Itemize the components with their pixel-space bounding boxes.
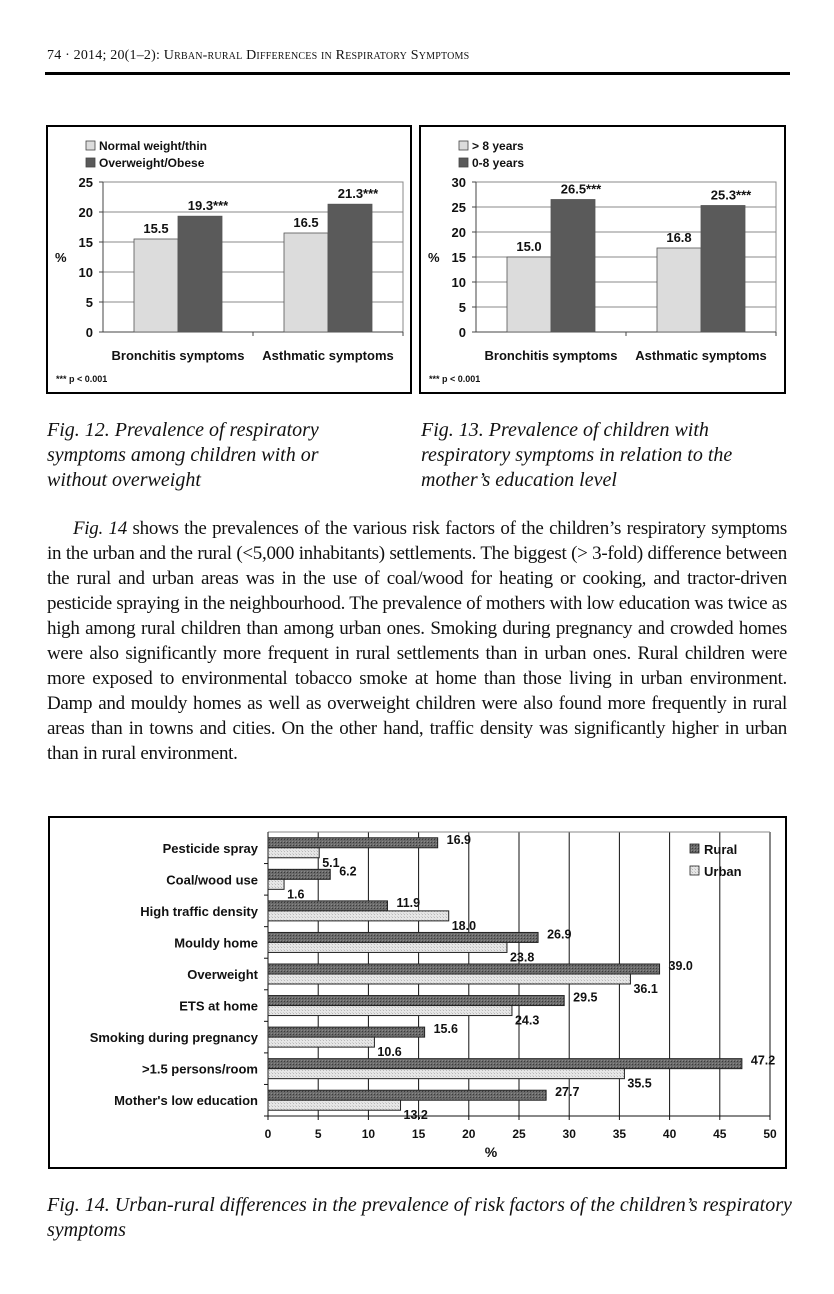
bar-overweight-obese bbox=[178, 216, 222, 332]
data-label: 26.9 bbox=[547, 927, 572, 942]
y-tick-label: 0 bbox=[458, 325, 466, 340]
data-label: 16.5 bbox=[293, 215, 319, 230]
x-category-label: Bronchitis symptoms bbox=[111, 348, 245, 363]
bar-rural bbox=[268, 964, 660, 974]
y-tick-label: 15 bbox=[78, 235, 93, 250]
data-label: 15.5 bbox=[143, 221, 169, 236]
y-tick-label: 25 bbox=[78, 175, 93, 190]
fig14-chart bbox=[50, 818, 785, 1167]
figure-14 bbox=[48, 816, 787, 1169]
y-tick-label: 20 bbox=[78, 205, 93, 220]
fig12-caption: Fig. 12. Prevalence of respiratory symptoms among children with or without overweight bbox=[47, 419, 319, 491]
fig12-chart bbox=[48, 127, 410, 392]
bar-urban bbox=[268, 911, 449, 921]
bar-overweight-obese bbox=[328, 204, 372, 332]
legend-swatch-dark bbox=[459, 158, 468, 167]
y-tick-label: 30 bbox=[451, 175, 466, 190]
x-tick-label: 0 bbox=[264, 1127, 272, 1141]
fig14-reference: Fig. 14 bbox=[73, 518, 127, 539]
legend-label: 0-8 years bbox=[472, 156, 525, 170]
bar-rural bbox=[268, 1027, 425, 1037]
data-label: 21.3*** bbox=[337, 186, 379, 202]
x-tick-label: 50 bbox=[763, 1127, 777, 1141]
y-tick-label: 10 bbox=[451, 275, 466, 290]
legend-swatch-urban bbox=[690, 866, 699, 875]
figure-12 bbox=[46, 125, 412, 394]
header-rule bbox=[45, 72, 790, 75]
bar-urban bbox=[268, 879, 284, 889]
data-label: 27.7 bbox=[555, 1085, 580, 1100]
figure-13 bbox=[419, 125, 786, 394]
data-label: 16.8 bbox=[666, 230, 692, 245]
bar-0-8-years bbox=[701, 206, 745, 333]
legend-label: > 8 years bbox=[472, 139, 524, 153]
x-category-label: Asthmatic symptoms bbox=[635, 348, 767, 363]
bar-urban bbox=[268, 942, 507, 952]
y-tick-label: 5 bbox=[85, 295, 93, 310]
footnote: *** p < 0.001 bbox=[56, 374, 108, 384]
data-label: 25.3*** bbox=[710, 187, 752, 203]
bar--8-years bbox=[507, 257, 551, 332]
legend-label: Normal weight/thin bbox=[99, 139, 207, 153]
x-tick-label: 25 bbox=[512, 1127, 526, 1141]
x-tick-label: 20 bbox=[462, 1127, 476, 1141]
legend-swatch-rural bbox=[690, 844, 699, 853]
data-label: 13.2 bbox=[403, 1108, 428, 1123]
data-label: 35.5 bbox=[627, 1076, 652, 1091]
data-label: 26.5*** bbox=[560, 181, 602, 197]
bar-rural bbox=[268, 838, 438, 848]
bar-urban bbox=[268, 974, 630, 984]
data-label: 19.3*** bbox=[187, 198, 229, 214]
data-label: 11.9 bbox=[396, 895, 421, 910]
data-label: 24.3 bbox=[514, 1013, 540, 1028]
y-category-label: Coal/wood use bbox=[166, 872, 258, 888]
bar-rural bbox=[268, 901, 387, 911]
data-label: 16.9 bbox=[446, 832, 472, 847]
running-head-prefix: 74 · 2014; 20(1–2): bbox=[47, 48, 164, 63]
bar-rural bbox=[268, 932, 538, 942]
data-label: 36.1 bbox=[633, 982, 658, 996]
x-category-label: Bronchitis symptoms bbox=[484, 348, 618, 363]
x-tick-label: 15 bbox=[411, 1127, 426, 1141]
data-label: 15.0 bbox=[516, 239, 542, 254]
y-category-label: Overweight bbox=[187, 967, 258, 982]
y-tick-label: 15 bbox=[451, 250, 466, 265]
bar-rural bbox=[268, 1090, 546, 1100]
x-category-label: Asthmatic symptoms bbox=[262, 348, 394, 363]
data-label: 39.0 bbox=[668, 959, 693, 973]
y-tick-label: 25 bbox=[451, 200, 466, 215]
bar-normal-weight-thin bbox=[134, 239, 178, 332]
running-head-title: Urban-rural Differences in Respiratory Symptoms bbox=[163, 48, 470, 63]
body-text: shows the prevalences of the various risk factors of the children’s respiratory symptoms in the urban and the rural (<5,000 inhabitants) settlements. The biggest (> 3-fold) difference between the rural and urban areas was in the use of coal/wood for heating or cooking, and tractor-driven pesticide spraying in the neighbourhood. The prevalence of mothers with low education was twice as high among rural children than among urban ones. Smoking during pregnancy and crowded homes were also significantly more frequent in rural settlements than in urban ones. Rural children were more exposed to environmental tobacco smoke at home than those living in urban environment. Damp and mouldy homes as well as overweight children were also found more frequently in rural areas than in towns and cities. On the other hand, traffic density was significantly higher in urban than in rural environment. bbox=[47, 518, 787, 764]
bar-urban bbox=[268, 1069, 624, 1079]
x-tick-label: 30 bbox=[562, 1127, 576, 1141]
legend-label: Urban bbox=[704, 864, 742, 879]
data-label: 6.2 bbox=[339, 864, 357, 879]
bar--8-years bbox=[657, 248, 701, 332]
running-head bbox=[47, 48, 469, 64]
bar-normal-weight-thin bbox=[284, 233, 328, 332]
data-label: 10.6 bbox=[377, 1045, 402, 1060]
bar-urban bbox=[268, 1100, 401, 1110]
bar-rural bbox=[268, 1059, 742, 1069]
fig13-chart bbox=[421, 127, 784, 392]
data-label: 5.1 bbox=[322, 855, 340, 870]
y-category-label: ETS at home bbox=[179, 998, 258, 1014]
bar-urban bbox=[268, 1037, 374, 1047]
y-tick-label: 20 bbox=[451, 225, 466, 240]
x-tick-label: 45 bbox=[713, 1127, 727, 1141]
x-tick-label: 5 bbox=[314, 1127, 322, 1141]
y-tick-label: 0 bbox=[85, 325, 93, 340]
y-tick-label: 10 bbox=[78, 265, 93, 280]
body-paragraph bbox=[47, 516, 787, 766]
y-category-label: >1.5 persons/room bbox=[142, 1061, 258, 1077]
bar-urban bbox=[268, 848, 319, 858]
x-tick-label: 10 bbox=[361, 1127, 376, 1141]
y-tick-label: 5 bbox=[458, 300, 466, 315]
fig14-caption: Fig. 14. Urban-rural differences in the prevalence of risk factors of the children’s respiratory symptoms bbox=[47, 1194, 792, 1241]
bar-rural bbox=[268, 869, 330, 879]
data-label: 47.2 bbox=[750, 1053, 776, 1068]
fig13-caption: Fig. 13. Prevalence of children with respiratory symptoms in relation to the mother’s education level bbox=[421, 419, 733, 491]
data-label: 23.8 bbox=[509, 950, 535, 965]
data-label: 15.6 bbox=[433, 1022, 458, 1037]
y-category-label: Mother's low education bbox=[114, 1093, 258, 1109]
legend-label: Overweight/Obese bbox=[99, 156, 205, 170]
y-axis-label: % bbox=[55, 250, 67, 265]
x-axis-label: % bbox=[484, 1144, 498, 1160]
legend-swatch-light bbox=[86, 141, 95, 150]
legend-swatch-light bbox=[459, 141, 468, 150]
legend-label: Rural bbox=[704, 842, 738, 857]
footnote: *** p < 0.001 bbox=[429, 374, 481, 384]
data-label: 29.5 bbox=[573, 990, 598, 1005]
y-category-label: High traffic density bbox=[140, 903, 258, 919]
y-category-label: Smoking during pregnancy bbox=[89, 1030, 258, 1046]
y-category-label: Mouldy home bbox=[174, 935, 258, 951]
data-label: 18.0 bbox=[451, 918, 477, 933]
bar-urban bbox=[268, 1006, 512, 1016]
data-label: 1.6 bbox=[287, 887, 305, 902]
x-tick-label: 40 bbox=[662, 1127, 677, 1141]
legend-swatch-dark bbox=[86, 158, 95, 167]
bar-0-8-years bbox=[551, 200, 595, 333]
y-axis-label: % bbox=[428, 250, 440, 265]
bar-rural bbox=[268, 996, 564, 1006]
x-tick-label: 35 bbox=[612, 1127, 627, 1141]
y-category-label: Pesticide spray bbox=[162, 840, 258, 856]
